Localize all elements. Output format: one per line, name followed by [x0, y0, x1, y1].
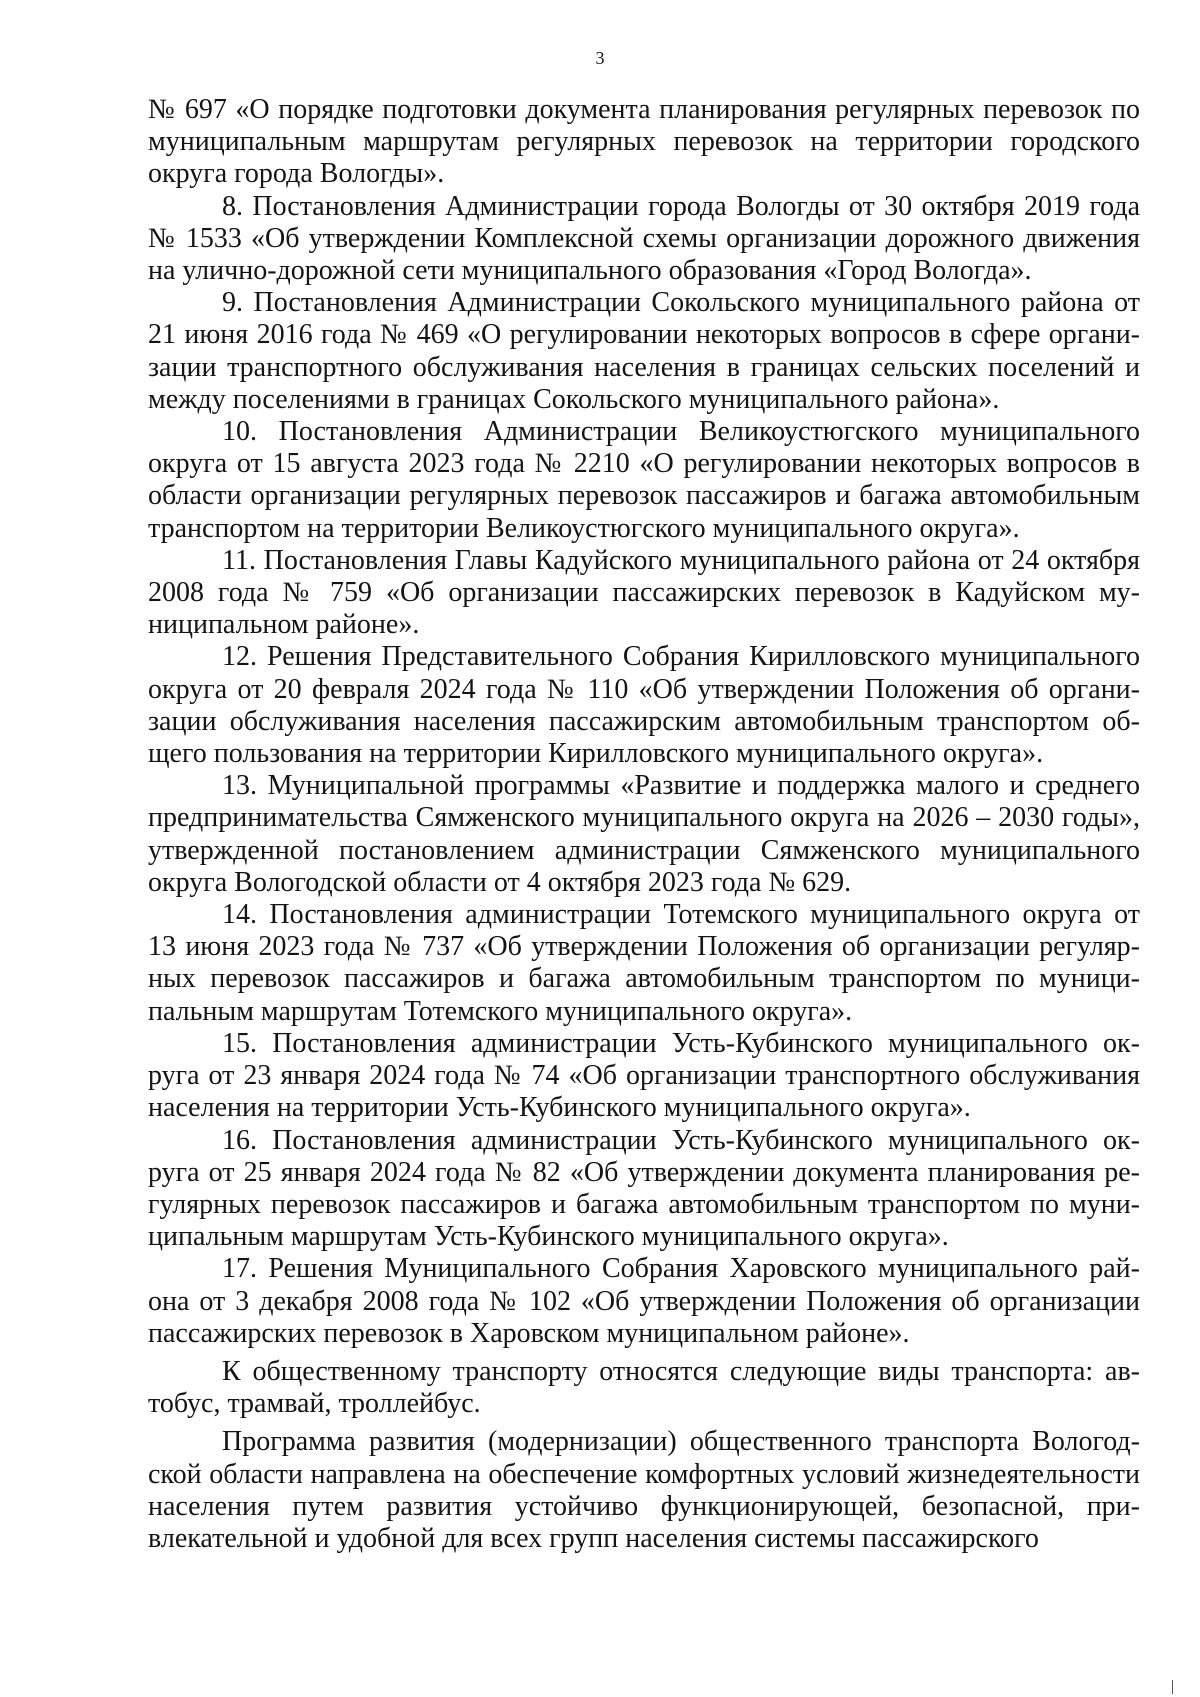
document-body	[148, 94, 1140, 1555]
paragraph-item-17: 17. Решения Муниципального Собрания Харовского муниципального района от 3 декабря 2008 года № 102 «Об утверждении Положения об организации пассажирских перевозок в Харовском муниципальном районе».	[148, 1253, 1140, 1349]
paragraph-transport-types: К общественному транспорту относятся следующие виды транспорта: автобус, трамвай, троллейбус.	[148, 1355, 1140, 1420]
paragraph-continuation: № 697 «О порядке подготовки документа планирования регулярных перевозок по муниципальным маршрутам регулярных перевозок на территории городского округа города Вологды».	[148, 94, 1140, 190]
paragraph-item-8: 8. Постановления Администрации города Вологды от 30 октября 2019 года № 1533 «Об утверждении Комплексной схемы организации дорожного движения на улично-дорожной сети муниципального образования «Город Вологда».	[148, 190, 1140, 287]
paragraph-item-14: 14. Постановления администрации Тотемского муниципального округа от 13 июня 2023 года № 737 «Об утверждении Положения об организации регулярных перевозок пассажиров и багажа автомобильным транспортом по муниципальным маршрутам Тотемского муниципального округа».	[148, 899, 1140, 1027]
page-number: 3	[595, 48, 605, 68]
paragraph-item-10: 10. Постановления Администрации Великоустюгского муниципального округа от 15 августа 2023 года № 2210 «О регулировании некоторых вопросов в области организации регулярных перевозок пассажиров и багажа автомобильным транспортом на территории Великоустюгского муниципального округа».	[148, 416, 1140, 544]
paragraph-program-development: Программа развития (модернизации) общественного транспорта Вологодской области направлена на обеспечение комфортных условий жизнедеятельности населения путем развития устойчиво функционирующей, безопасной, привлекательной и удобной для всех групп населения системы пассажирского	[148, 1426, 1140, 1554]
paragraph-item-16: 16. Постановления администрации Усть-Кубинского муниципального округа от 25 января 2024 года № 82 «Об утверждении документа планирования регулярных перевозок пассажиров и багажа автомобильным транспортом по муниципальным маршрутам Усть-Кубинского муниципального округа».	[148, 1124, 1140, 1253]
paragraph-item-12: 12. Решения Представительного Собрания Кирилловского муниципального округа от 20 февраля 2024 года № 110 «Об утверждении Положения об организации обслуживания населения пассажирским автомобильным транспортом общего пользования на территории Кирилловского муниципального округа».	[148, 641, 1140, 770]
paragraph-item-9: 9. Постановления Администрации Сокольского муниципального района от 21 июня 2016 года № 469 «О регулировании некоторых вопросов в сфере организации транспортного обслуживания населения в границах сельских поселений и между поселениями в границах Сокольского муниципального района».	[148, 287, 1140, 415]
paragraph-item-13: 13. Муниципальной программы «Развитие и поддержка малого и среднего предпринимательства Сямженского муниципального округа на 2026 – 2030 годы», утвержденной постановлением администрации Сямженского муниципального округа Вологодской области от 4 октября 2023 года № 629.	[148, 770, 1140, 898]
paragraph-item-15: 15. Постановления администрации Усть-Кубинского муниципального округа от 23 января 2024 года № 74 «Об организации транспортного обслуживания населения на территории Усть-Кубинского муниципального округа».	[148, 1027, 1140, 1124]
scan-artifact-mark	[1172, 1680, 1173, 1694]
paragraph-item-11: 11. Постановления Главы Кадуйского муниципального района от 24 октября 2008 года № 759 «Об организации пассажирских перевозок в Кадуйском муниципальном районе».	[148, 544, 1140, 641]
